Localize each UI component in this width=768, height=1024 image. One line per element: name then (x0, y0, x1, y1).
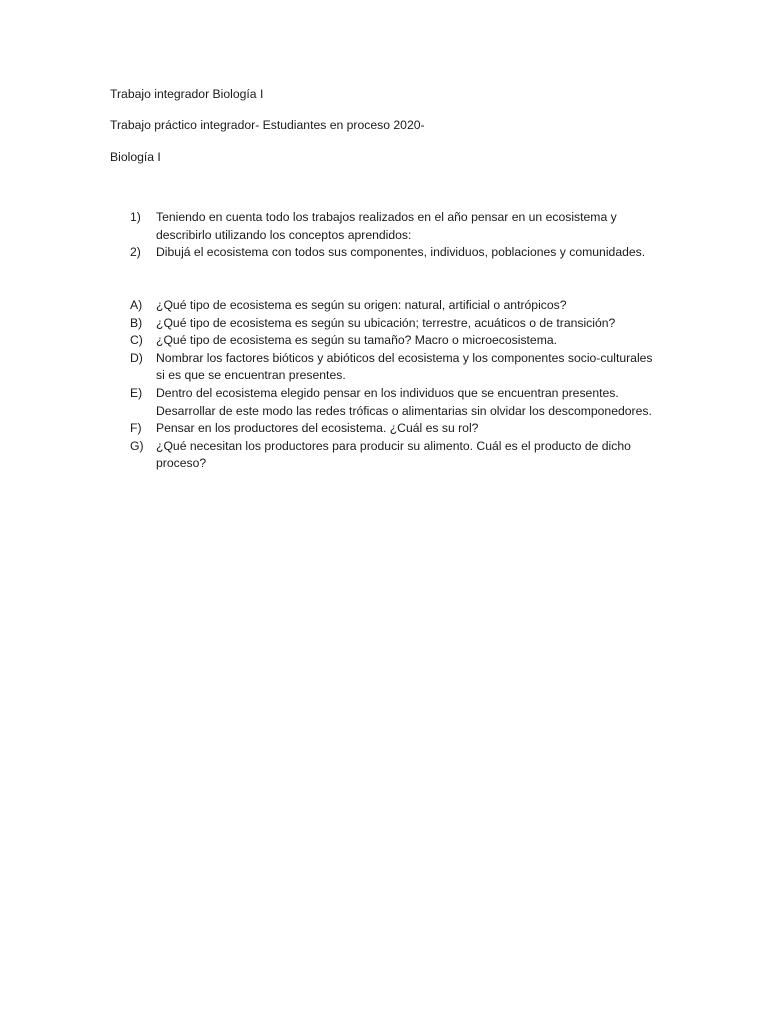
list-item (130, 438, 660, 473)
list-item (130, 420, 660, 438)
list-item-marker: 1) (130, 210, 141, 224)
list-item-marker: G) (130, 438, 144, 453)
list-item-text: ¿Qué tipo de ecosistema es según su tamaño? Macro o microecosistema. (156, 333, 558, 348)
list-item (130, 209, 660, 244)
list-item-text: Nombrar los factores bióticos y abióticos del ecosistema y los componentes socio-culturales si es que se encuentran presentes. (156, 350, 653, 383)
document-title: Trabajo integrador Biología I (110, 87, 264, 101)
list-item-marker: D) (130, 350, 143, 365)
list-item-marker: 2) (130, 245, 141, 260)
document-subtitle: Trabajo práctico integrador- Estudiantes en proceso 2020- (110, 118, 425, 132)
list-item (130, 315, 660, 333)
list-item-marker: C) (130, 333, 143, 348)
list-item-text: Pensar en los productores del ecosistema. ¿Cuál es su rol? (156, 421, 479, 436)
list-item (130, 350, 660, 385)
list-item (130, 385, 660, 420)
list-item-text: ¿Qué tipo de ecosistema es según su origen: natural, artificial o antrópicos? (156, 298, 567, 312)
list-item-text: Dibujá el ecosistema con todos sus componentes, individuos, poblaciones y comunidades. (156, 245, 646, 260)
subject-line: Biología I (110, 150, 161, 164)
list-item-marker: E) (130, 385, 143, 400)
list-item-text: Teniendo en cuenta todo los trabajos realizados en el año pensar en un ecosistema y describirlo utilizando los conceptos aprendidos: (156, 210, 617, 242)
list-item-text: ¿Qué tipo de ecosistema es según su ubicación; terrestre, acuáticos o de transición? (156, 315, 616, 330)
list-item (130, 332, 660, 350)
list-item (130, 244, 660, 262)
list-item-marker: B) (130, 315, 143, 330)
list-item-text: Dentro del ecosistema elegido pensar en los individuos que se encuentran presentes. Desarrollar de este modo las redes tróficas o alimentarias sin olvidar los descomponedores. (156, 385, 652, 418)
list-item-text: ¿Qué necesitan los productores para producir su alimento. Cuál es el producto de dicho proceso? (156, 438, 631, 471)
list-item (130, 297, 660, 315)
list-item-marker: F) (130, 421, 142, 436)
lettered-list (130, 297, 660, 473)
list-item-marker: A) (130, 298, 143, 312)
numbered-list (130, 209, 660, 262)
